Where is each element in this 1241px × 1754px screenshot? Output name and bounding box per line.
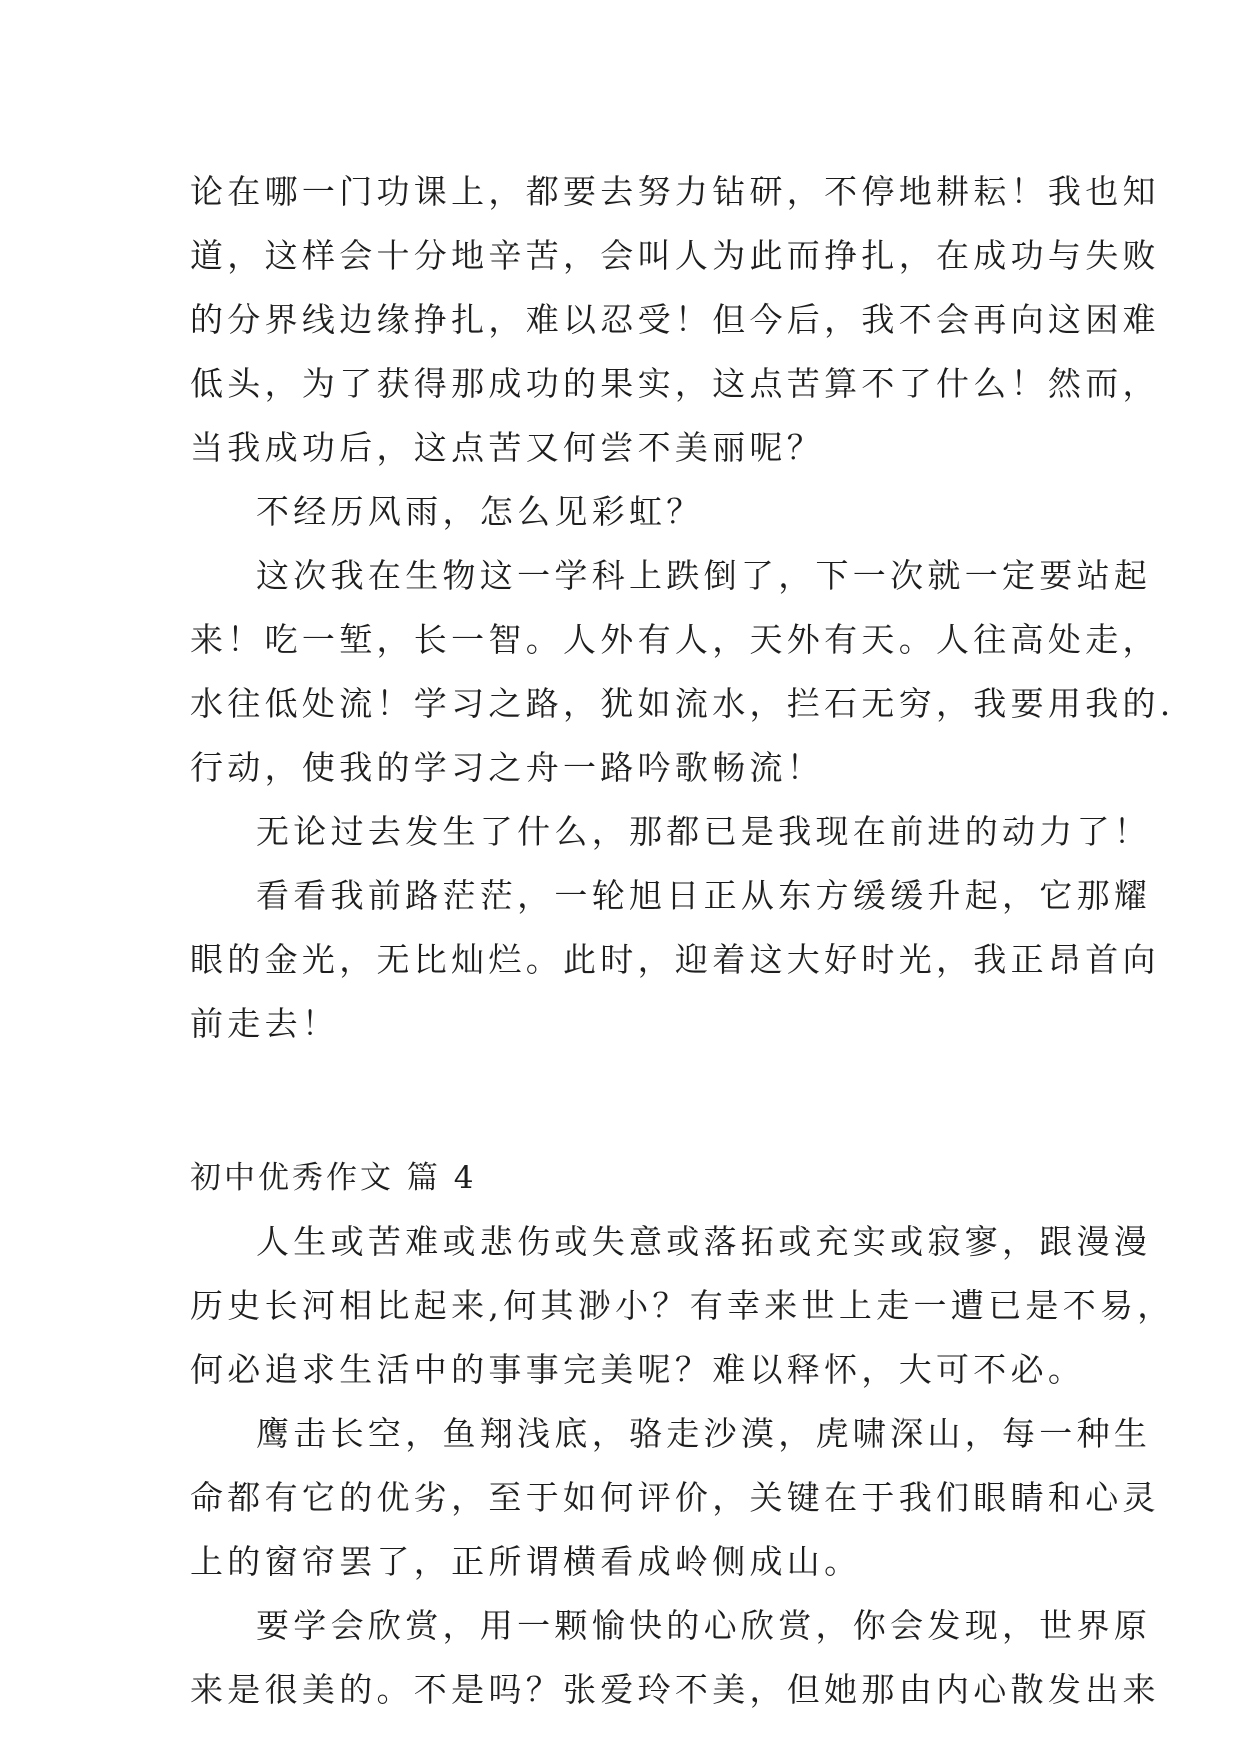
text-line: 道，这样会十分地辛苦，会叫人为此而挣扎，在成功与失败	[190, 236, 1160, 275]
section-2	[190, 1146, 1175, 1722]
text-line: 看看我前路茫茫，一轮旭日正从东方缓缓升起，它那耀	[256, 876, 1152, 915]
text-line: 水往低处流！学习之路，犹如流水，拦石无穷，我要用我的.	[190, 684, 1175, 723]
text-line: 命都有它的优劣，至于如何评价，关键在于我们眼睛和心灵	[190, 1478, 1160, 1517]
section-1	[190, 160, 1175, 1056]
text-line: 不经历风雨，怎么见彩虹？	[256, 492, 704, 531]
text-line: 行动，使我的学习之舟一路吟歌畅流！	[190, 748, 825, 787]
text-line: 来！吃一堑，长一智。人外有人，天外有天。人往高处走，	[190, 620, 1160, 659]
text-line: 要学会欣赏，用一颗愉快的心欣赏，你会发现，世界原	[256, 1606, 1152, 1645]
text-line: 历史长河相比起来,何其渺小？有幸来世上走一遭已是不易，	[190, 1286, 1175, 1325]
section-heading: 初中优秀作文 篇 4	[190, 1160, 477, 1196]
text-line: 低头，为了获得那成功的果实，这点苦算不了什么！然而，	[190, 364, 1160, 403]
text-line: 眼的金光，无比灿烂。此时，迎着这大好时光，我正昂首向	[190, 940, 1160, 979]
text-line: 论在哪一门功课上，都要去努力钻研，不停地耕耘！我也知	[190, 172, 1160, 211]
text-line: 当我成功后，这点苦又何尝不美丽呢？	[190, 428, 825, 467]
section-gap	[190, 1056, 1060, 1146]
text-line: 无论过去发生了什么，那都已是我现在前进的动力了！	[256, 812, 1152, 851]
text-line: 上的窗帘罢了，正所谓横看成岭侧成山。	[190, 1542, 862, 1581]
document-page	[190, 160, 1175, 1722]
text-line: 何必追求生活中的事事完美呢？难以释怀，大可不必。	[190, 1350, 1086, 1389]
text-line: 人生或苦难或悲伤或失意或落拓或充实或寂寥，跟漫漫	[256, 1222, 1152, 1261]
text-line: 来是很美的。不是吗？张爱玲不美，但她那由内心散发出来	[190, 1670, 1160, 1709]
text-line: 前走去！	[190, 1004, 340, 1043]
text-line: 鹰击长空，鱼翔浅底，骆走沙漠，虎啸深山，每一种生	[256, 1414, 1152, 1453]
text-line: 的分界线边缘挣扎，难以忍受！但今后，我不会再向这困难	[190, 300, 1160, 339]
text-line: 这次我在生物这一学科上跌倒了，下一次就一定要站起	[256, 556, 1152, 595]
